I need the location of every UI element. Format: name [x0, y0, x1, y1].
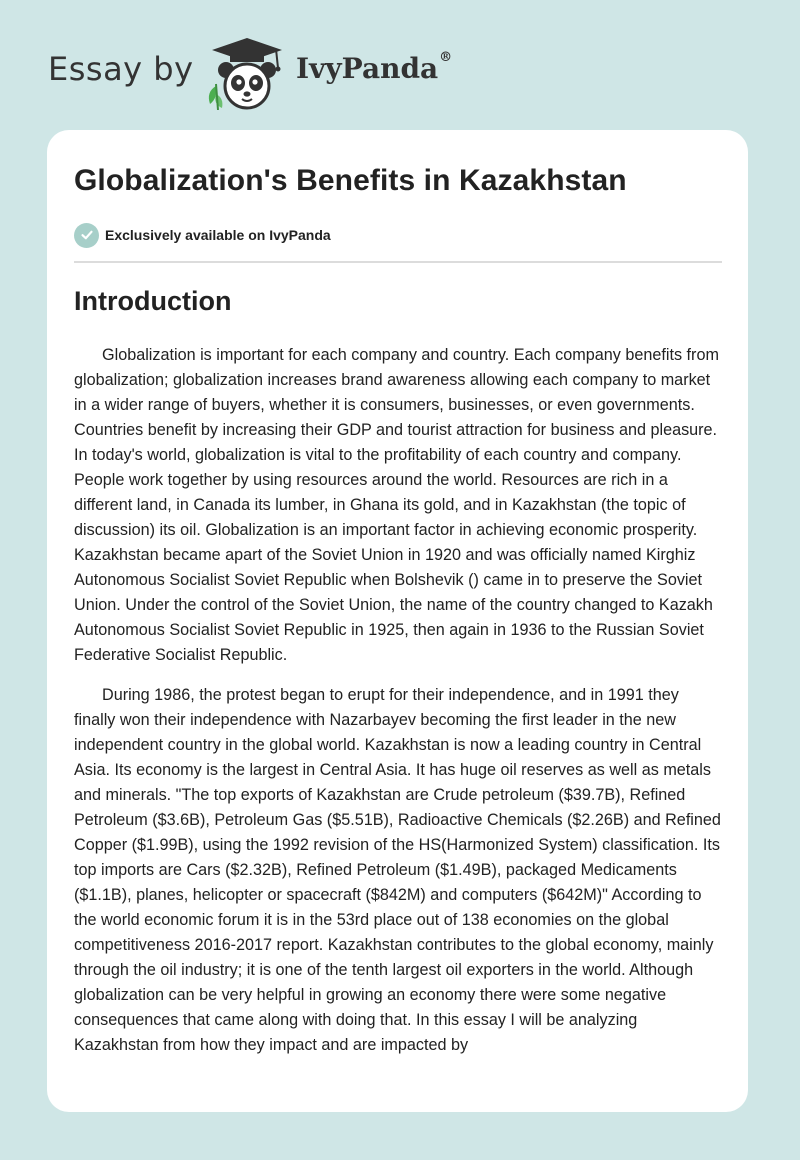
- site-header: [0, 0, 800, 120]
- badge-text: Exclusively available on IvyPanda: [105, 227, 331, 243]
- brand-name[interactable]: IvyPanda®: [296, 50, 453, 85]
- panda-graduate-icon[interactable]: [202, 34, 292, 110]
- essay-body: [74, 343, 724, 1073]
- section-heading: Introduction: [74, 286, 232, 316]
- essay-card: [47, 130, 748, 1112]
- paragraph: Globalization is important for each company and country. Each company benefits from globalization; globalization increases brand awareness allowing each company to market in a wider range of buyers, whether it is consumers, businesses, or even governments. Countries benefit by increasing their GDP and tourist attraction for business and pleasure. In today's world, globalization is vital to the profitability of each country and company. People work together by using resources around the world. Resources are rich in a different land, in Canada its lumber, in Ghana its gold, and in Kazakhstan (the topic of discussion) its oil. Globalization is an important factor in achieving economic prosperity. Kazakhstan became apart of the Soviet Union in 1920 and was officially named Kirghiz Autonomous Socialist Soviet Republic when Bolshevik () came in to preserve the Soviet Union. Under the control of the Soviet Union, the name of the country changed to Kazakh Autonomous Socialist Soviet Republic in 1925, then again in 1936 to the Russian Soviet Federative Socialist Republic.: [74, 346, 719, 664]
- page-title: Globalization's Benefits in Kazakhstan: [74, 164, 627, 197]
- divider: [74, 261, 722, 263]
- registered-mark: ®: [439, 50, 453, 65]
- paragraph: During 1986, the protest began to erupt for their independence, and in 1991 they finally won their independence with Nazarbayev becoming the first leader in the new independent country in the global world. Kazakhstan is now a leading country in Central Asia. Its economy is the largest in Central Asia. It has huge oil reserves as well as metals and minerals. "The top exports of Kazakhstan are Crude petroleum ($39.7B), Refined Petroleum ($3.6B), Petroleum Gas ($5.51B), Radioactive Chemicals ($2.26B) and Refined Copper ($1.99B), using the 1992 revision of the HS(Harmonized System) classification. Its top imports are Cars ($2.32B), Refined Petroleum ($1.49B), packaged Medicaments ($1.1B), planes, helicopter or spacecraft ($842M) and computers ($642M)" According to the world economic forum it is in the 53rd place out of 138 economies on the global competitiveness 2016-2017 report. Kazakhstan contributes to the global economy, mainly through the oil industry; it is one of the tenth largest oil exporters in the world. Although globalization can be very helpful in growing an economy there were some negative consequences that came along with doing that. In this essay I will be analyzing Kazakhstan from how they impact and are impacted by: [74, 686, 721, 1054]
- brand-prefix: Essay by: [48, 50, 194, 88]
- check-circle-icon: [74, 223, 99, 248]
- exclusive-badge: [74, 222, 331, 248]
